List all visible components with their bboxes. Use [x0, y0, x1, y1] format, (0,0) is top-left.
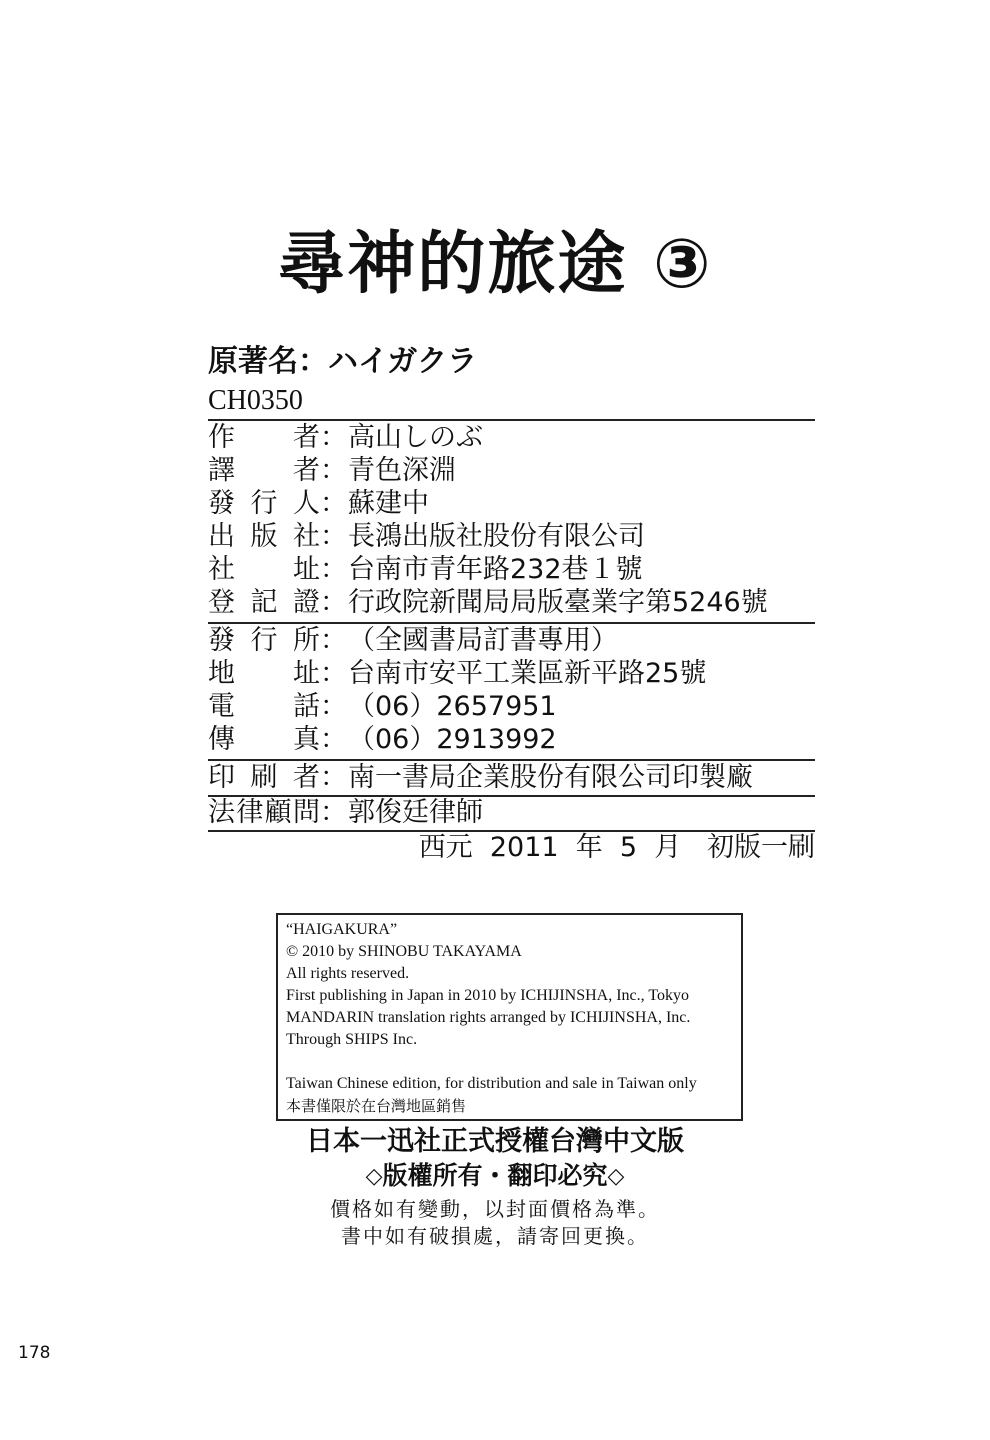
credit-value: 高山しのぶ — [348, 422, 483, 453]
credit-row-company-address: 社 址 ： 台南市青年路232巷１號 — [208, 554, 643, 585]
damage-notice: 書中如有破損處，請寄回更換。 — [341, 1224, 649, 1248]
credit-row-legal-counsel: 法 律 顧 問 ： 郭俊廷律師 — [208, 797, 483, 828]
rights-line: All rights reserved. — [286, 965, 410, 982]
credit-value: 台南市青年路232巷１號 — [348, 554, 643, 585]
rights-line: Taiwan Chinese edition, for distribution and sale in Taiwan only — [286, 1075, 697, 1092]
credit-row-translator: 譯 者 ： 青色深淵 — [208, 455, 456, 486]
credit-label: 電 話 — [208, 691, 320, 722]
credit-label: 發 行 所 — [208, 625, 320, 656]
book-code: CH0350 — [208, 385, 303, 416]
rights-line-zh: 本書僅限於在台灣地區銷售 — [286, 1097, 467, 1115]
rights-line: MANDARIN translation rights arranged by ICHIJINSHA, Inc. — [286, 1009, 691, 1026]
rights-line: “HAIGAKURA” — [286, 921, 398, 938]
credit-value: （06）2657951 — [348, 691, 557, 722]
credit-value: 台南市安平工業區新平路25號 — [348, 658, 707, 689]
credit-value: 南一書局企業股份有限公司印製廠 — [348, 762, 753, 793]
credit-row-printer: 印 刷 者 ： 南一書局企業股份有限公司印製廠 — [208, 762, 753, 793]
credit-label: 登 記 證 — [208, 587, 320, 618]
credit-value: （全國書局訂書專用） — [348, 625, 618, 656]
diamond-icon: ◇ — [607, 1164, 625, 1189]
credit-row-address: 地 址 ： 台南市安平工業區新平路25號 — [208, 658, 707, 689]
credit-row-distributor: 發 行 所 ： （全國書局訂書專用） — [208, 625, 618, 656]
credit-value: （06）2913992 — [348, 724, 557, 755]
copyright-box — [276, 913, 743, 1121]
diamond-icon: ◇ — [365, 1164, 383, 1189]
page-number: 178 — [18, 1343, 51, 1363]
credit-row-publisher: 出 版 社 ： 長鴻出版社股份有限公司 — [208, 521, 645, 552]
credit-label: 發 行 人 — [208, 488, 320, 519]
credit-value: 青色深淵 — [348, 455, 456, 486]
credit-row-registration: 登 記 證 ： 行政院新聞局局版臺業字第5246號 — [208, 587, 768, 618]
credit-label: 出 版 社 — [208, 521, 320, 552]
credit-value: 長鴻出版社股份有限公司 — [348, 521, 645, 552]
credit-row-phone: 電 話 ： （06）2657951 — [208, 691, 557, 722]
credit-label: 社 址 — [208, 554, 320, 585]
copyright-statement: ◇版權所有・翻印必究◇ — [0, 1160, 990, 1193]
credit-label: 地 址 — [208, 658, 320, 689]
book-title: 尋神的旅途 ③ — [277, 225, 713, 304]
credit-label: 印 刷 者 — [208, 762, 320, 793]
rights-line: © 2010 by SHINOBU TAKAYAMA — [286, 943, 522, 960]
credit-value: 蘇建中 — [348, 488, 429, 519]
credit-label: 作 者 — [208, 422, 320, 453]
credit-label: 傳 真 — [208, 724, 320, 755]
original-title: 原著名：ハイガクラ — [208, 344, 478, 379]
credit-label: 法 律 顧 問 — [208, 797, 320, 828]
credit-label: 譯 者 — [208, 455, 320, 486]
rights-line: Through SHIPS Inc. — [286, 1031, 418, 1048]
license-statement: 日本一迅社正式授權台灣中文版 — [306, 1126, 684, 1157]
rights-line: First publishing in Japan in 2010 by ICHIJINSHA, Inc., Tokyo — [286, 987, 690, 1004]
price-notice: 價格如有變動，以封面價格為準。 — [330, 1197, 660, 1221]
credit-row-publisher-person: 發 行 人 ： 蘇建中 — [208, 488, 429, 519]
credit-value: 郭俊廷律師 — [348, 797, 483, 828]
credit-row-author: 作 者 ： 高山しのぶ — [208, 422, 483, 453]
edition-date: 西元 2011 年 5 月 初版一刷 — [418, 832, 815, 863]
credit-row-fax: 傳 真 ： （06）2913992 — [208, 724, 557, 755]
credit-value: 行政院新聞局局版臺業字第5246號 — [348, 587, 768, 618]
